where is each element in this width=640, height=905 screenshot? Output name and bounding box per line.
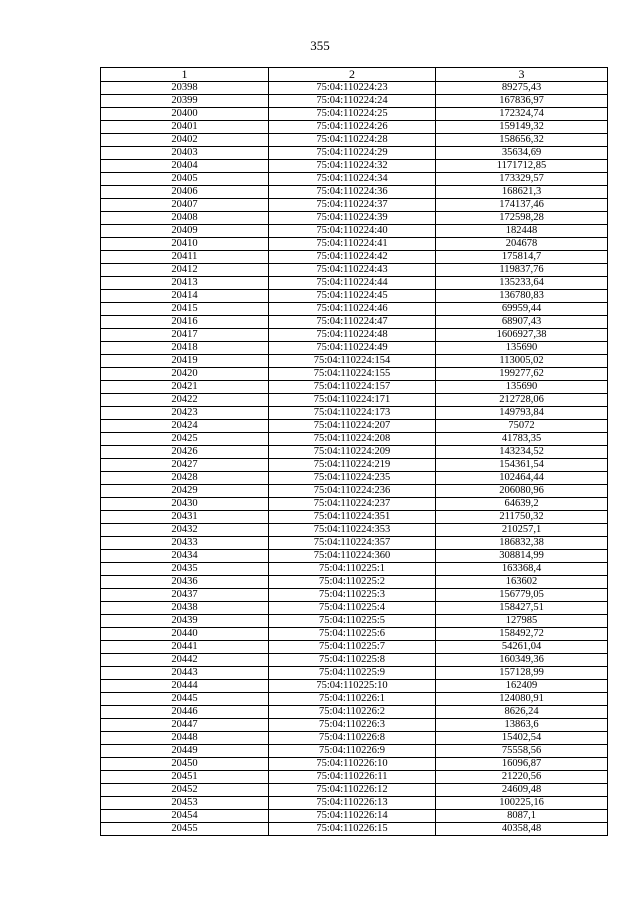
value-cell: 69959,44 [436,303,608,316]
row-number-cell: 20440 [101,628,269,641]
cadastral-number-cell: 75:04:110225:8 [269,654,436,667]
value-cell: 89275,43 [436,82,608,95]
value-cell: 64639,2 [436,498,608,511]
table-row [101,394,608,407]
value-cell: 206080,96 [436,485,608,498]
row-number-cell: 20400 [101,108,269,121]
table-row [101,238,608,251]
value-cell: 113005,02 [436,355,608,368]
table-row [101,355,608,368]
value-cell: 124080,91 [436,693,608,706]
value-cell: 40358,48 [436,823,608,836]
cadastral-number-cell: 75:04:110224:25 [269,108,436,121]
row-number-cell: 20401 [101,121,269,134]
value-cell: 182448 [436,225,608,238]
value-cell: 210257,1 [436,524,608,537]
value-cell: 211750,32 [436,511,608,524]
value-cell: 168621,3 [436,186,608,199]
table-row [101,563,608,576]
row-number-cell: 20424 [101,420,269,433]
row-number-cell: 20447 [101,719,269,732]
row-number-cell: 20418 [101,342,269,355]
cadastral-number-cell: 75:04:110224:36 [269,186,436,199]
row-number-cell: 20420 [101,368,269,381]
value-cell: 149793,84 [436,407,608,420]
table-row [101,745,608,758]
cadastral-number-cell: 75:04:110224:357 [269,537,436,550]
cadastral-number-cell: 75:04:110224:237 [269,498,436,511]
table-row [101,771,608,784]
table-row [101,212,608,225]
cadastral-number-cell: 75:04:110224:48 [269,329,436,342]
cadastral-number-cell: 75:04:110226:3 [269,719,436,732]
table-row [101,342,608,355]
cadastral-number-cell: 75:04:110224:353 [269,524,436,537]
table-row [101,810,608,823]
value-cell: 173329,57 [436,173,608,186]
row-number-cell: 20444 [101,680,269,693]
row-number-cell: 20429 [101,485,269,498]
table-row [101,225,608,238]
cadastral-number-cell: 75:04:110224:39 [269,212,436,225]
cadastral-number-cell: 75:04:110226:8 [269,732,436,745]
value-cell: 13863,6 [436,719,608,732]
value-cell: 68907,43 [436,316,608,329]
row-number-cell: 20439 [101,615,269,628]
row-number-cell: 20399 [101,95,269,108]
row-number-cell: 20436 [101,576,269,589]
row-number-cell: 20411 [101,251,269,264]
table-row [101,693,608,706]
row-number-cell: 20413 [101,277,269,290]
value-cell: 24609,48 [436,784,608,797]
value-cell: 212728,06 [436,394,608,407]
table-row [101,407,608,420]
value-cell: 158492,72 [436,628,608,641]
row-number-cell: 20409 [101,225,269,238]
table-row [101,134,608,147]
value-cell: 35634,69 [436,147,608,160]
row-number-cell: 20414 [101,290,269,303]
row-number-cell: 20405 [101,173,269,186]
row-number-cell: 20398 [101,82,269,95]
value-cell: 158656,32 [436,134,608,147]
value-cell: 135690 [436,342,608,355]
data-table [100,67,608,836]
row-number-cell: 20442 [101,654,269,667]
table-row [101,173,608,186]
row-number-cell: 20410 [101,238,269,251]
table-row [101,329,608,342]
cadastral-number-cell: 75:04:110226:1 [269,693,436,706]
row-number-cell: 20408 [101,212,269,225]
row-number-cell: 20412 [101,264,269,277]
row-number-cell: 20415 [101,303,269,316]
table-row [101,199,608,212]
row-number-cell: 20441 [101,641,269,654]
table-row [101,719,608,732]
value-cell: 135233,64 [436,277,608,290]
value-cell: 172324,74 [436,108,608,121]
cadastral-number-cell: 75:04:110226:13 [269,797,436,810]
cadastral-number-cell: 75:04:110224:29 [269,147,436,160]
cadastral-number-cell: 75:04:110224:41 [269,238,436,251]
table-row [101,628,608,641]
cadastral-number-cell: 75:04:110226:15 [269,823,436,836]
cadastral-number-cell: 75:04:110225:3 [269,589,436,602]
table-row [101,589,608,602]
cadastral-number-cell: 75:04:110224:46 [269,303,436,316]
row-number-cell: 20443 [101,667,269,680]
row-number-cell: 20403 [101,147,269,160]
cadastral-number-cell: 75:04:110226:12 [269,784,436,797]
row-number-cell: 20448 [101,732,269,745]
value-cell: 163368,4 [436,563,608,576]
cadastral-number-cell: 75:04:110224:44 [269,277,436,290]
value-cell: 158427,51 [436,602,608,615]
table-row [101,485,608,498]
value-cell: 160349,36 [436,654,608,667]
row-number-cell: 20421 [101,381,269,394]
cadastral-number-cell: 75:04:110224:207 [269,420,436,433]
table-row [101,108,608,121]
cadastral-number-cell: 75:04:110226:9 [269,745,436,758]
cadastral-number-cell: 75:04:110224:47 [269,316,436,329]
cadastral-number-cell: 75:04:110224:173 [269,407,436,420]
value-cell: 75558,56 [436,745,608,758]
cadastral-number-cell: 75:04:110225:4 [269,602,436,615]
table-row [101,303,608,316]
row-number-cell: 20427 [101,459,269,472]
cadastral-number-cell: 75:04:110225:10 [269,680,436,693]
row-number-cell: 20432 [101,524,269,537]
value-cell: 15402,54 [436,732,608,745]
cadastral-number-cell: 75:04:110224:34 [269,173,436,186]
table-body [101,82,608,836]
row-number-cell: 20426 [101,446,269,459]
row-number-cell: 20449 [101,745,269,758]
value-cell: 54261,04 [436,641,608,654]
row-number-cell: 20434 [101,550,269,563]
cadastral-number-cell: 75:04:110224:49 [269,342,436,355]
row-number-cell: 20404 [101,160,269,173]
value-cell: 199277,62 [436,368,608,381]
table-row [101,732,608,745]
row-number-cell: 20437 [101,589,269,602]
cadastral-number-cell: 75:04:110224:154 [269,355,436,368]
cadastral-number-cell: 75:04:110224:155 [269,368,436,381]
table-row [101,576,608,589]
row-number-cell: 20446 [101,706,269,719]
table-row [101,472,608,485]
cadastral-number-cell: 75:04:110224:45 [269,290,436,303]
cadastral-number-cell: 75:04:110224:37 [269,199,436,212]
table-row [101,381,608,394]
cadastral-number-cell: 75:04:110225:7 [269,641,436,654]
cadastral-number-cell: 75:04:110224:26 [269,121,436,134]
cadastral-number-cell: 75:04:110224:24 [269,95,436,108]
cadastral-number-cell: 75:04:110224:209 [269,446,436,459]
cadastral-number-cell: 75:04:110225:1 [269,563,436,576]
table-header [101,68,608,82]
row-number-cell: 20430 [101,498,269,511]
value-cell: 186832,38 [436,537,608,550]
table-row [101,147,608,160]
row-number-cell: 20452 [101,784,269,797]
value-cell: 172598,28 [436,212,608,225]
table-row [101,82,608,95]
cadastral-number-cell: 75:04:110226:11 [269,771,436,784]
cadastral-number-cell: 75:04:110224:236 [269,485,436,498]
value-cell: 16096,87 [436,758,608,771]
row-number-cell: 20433 [101,537,269,550]
table-row [101,784,608,797]
table-row [101,615,608,628]
row-number-cell: 20407 [101,199,269,212]
table-row [101,186,608,199]
row-number-cell: 20453 [101,797,269,810]
table-row [101,459,608,472]
row-number-cell: 20438 [101,602,269,615]
cadastral-number-cell: 75:04:110224:23 [269,82,436,95]
value-cell: 8087,1 [436,810,608,823]
value-cell: 136780,83 [436,290,608,303]
row-number-cell: 20435 [101,563,269,576]
value-cell: 159149,32 [436,121,608,134]
row-number-cell: 20423 [101,407,269,420]
table-row [101,121,608,134]
table-row [101,537,608,550]
value-cell: 21220,56 [436,771,608,784]
value-cell: 41783,35 [436,433,608,446]
value-cell: 1171712,85 [436,160,608,173]
table-row [101,420,608,433]
table-row [101,433,608,446]
cadastral-number-cell: 75:04:110224:40 [269,225,436,238]
row-number-cell: 20419 [101,355,269,368]
cadastral-number-cell: 75:04:110224:157 [269,381,436,394]
table-row [101,160,608,173]
value-cell: 135690 [436,381,608,394]
row-number-cell: 20406 [101,186,269,199]
row-number-cell: 20428 [101,472,269,485]
table-row [101,264,608,277]
table-row [101,290,608,303]
cadastral-number-cell: 75:04:110226:10 [269,758,436,771]
cadastral-number-cell: 75:04:110225:5 [269,615,436,628]
row-number-cell: 20445 [101,693,269,706]
column-header-1: 1 [101,68,269,82]
table-row [101,602,608,615]
table-row [101,667,608,680]
value-cell: 154361,54 [436,459,608,472]
header-row [101,68,608,82]
value-cell: 175814,7 [436,251,608,264]
table-row [101,797,608,810]
table-row [101,498,608,511]
cadastral-number-cell: 75:04:110224:208 [269,433,436,446]
row-number-cell: 20425 [101,433,269,446]
value-cell: 162409 [436,680,608,693]
table-row [101,524,608,537]
cadastral-number-cell: 75:04:110224:32 [269,160,436,173]
value-cell: 157128,99 [436,667,608,680]
page-number: 355 [310,38,330,53]
row-number-cell: 20450 [101,758,269,771]
cadastral-number-cell: 75:04:110226:14 [269,810,436,823]
table-row [101,511,608,524]
cadastral-number-cell: 75:04:110224:28 [269,134,436,147]
table-row [101,550,608,563]
cadastral-number-cell: 75:04:110224:351 [269,511,436,524]
cadastral-number-cell: 75:04:110224:42 [269,251,436,264]
cadastral-number-cell: 75:04:110224:360 [269,550,436,563]
table-row [101,654,608,667]
table-row [101,446,608,459]
value-cell: 127985 [436,615,608,628]
cadastral-number-cell: 75:04:110225:2 [269,576,436,589]
cadastral-number-cell: 75:04:110224:219 [269,459,436,472]
table-row [101,641,608,654]
row-number-cell: 20416 [101,316,269,329]
value-cell: 204678 [436,238,608,251]
value-cell: 1606927,38 [436,329,608,342]
table-row [101,758,608,771]
table-row [101,95,608,108]
table-row [101,368,608,381]
row-number-cell: 20402 [101,134,269,147]
value-cell: 308814,99 [436,550,608,563]
value-cell: 156779,05 [436,589,608,602]
row-number-cell: 20455 [101,823,269,836]
row-number-cell: 20422 [101,394,269,407]
row-number-cell: 20454 [101,810,269,823]
column-header-2: 2 [269,68,436,82]
value-cell: 119837,76 [436,264,608,277]
table-row [101,680,608,693]
table-row [101,823,608,836]
row-number-cell: 20431 [101,511,269,524]
cadastral-number-cell: 75:04:110224:171 [269,394,436,407]
column-header-3: 3 [436,68,608,82]
table-row [101,316,608,329]
cadastral-number-cell: 75:04:110224:43 [269,264,436,277]
table-row [101,251,608,264]
cadastral-number-cell: 75:04:110225:9 [269,667,436,680]
cadastral-number-cell: 75:04:110225:6 [269,628,436,641]
value-cell: 143234,52 [436,446,608,459]
value-cell: 174137,46 [436,199,608,212]
table-row [101,277,608,290]
value-cell: 167836,97 [436,95,608,108]
cadastral-number-cell: 75:04:110226:2 [269,706,436,719]
table-row [101,706,608,719]
row-number-cell: 20451 [101,771,269,784]
row-number-cell: 20417 [101,329,269,342]
value-cell: 163602 [436,576,608,589]
value-cell: 102464,44 [436,472,608,485]
value-cell: 75072 [436,420,608,433]
value-cell: 8626,24 [436,706,608,719]
cadastral-number-cell: 75:04:110224:235 [269,472,436,485]
value-cell: 100225,16 [436,797,608,810]
